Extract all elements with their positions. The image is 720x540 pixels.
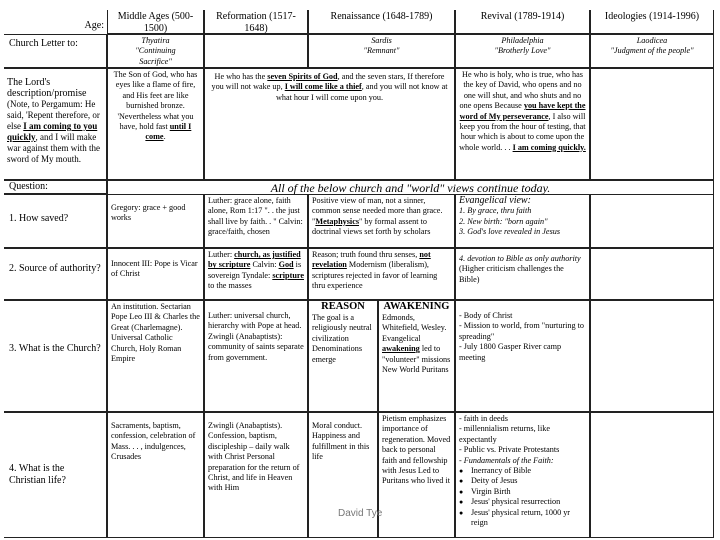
lords-description-revival <box>455 68 590 180</box>
awakening-subheader <box>380 301 453 312</box>
fundamental-inerrancy: ● Inerrancy of Bible <box>459 466 586 476</box>
lords-description-ideologies <box>590 68 714 180</box>
church-reformation <box>204 300 308 412</box>
header-middle-ages <box>107 10 204 34</box>
philadelphia-name: Philadelphia <box>501 36 544 45</box>
christian-life-ideologies <box>590 412 714 538</box>
authority-middle-ages-text: Innocent III: Pope is Vicar of Christ <box>111 259 198 279</box>
authority-god: God <box>278 260 294 270</box>
church-letter-laodicea <box>590 34 714 68</box>
awakening-subheader-text: AWAKENING <box>383 301 450 312</box>
authority-not-revelation: not revelation <box>312 250 431 270</box>
christian-life-middle-ages <box>107 412 204 538</box>
lords-description-note: (Note, to Pergamum: He said, <box>7 99 96 120</box>
laodicea-meaning: "Judgment of the people" <box>610 46 694 56</box>
church-letter-label: Church Letter to: <box>9 38 78 49</box>
evangelical-view-title: Evangelical view: <box>459 195 531 206</box>
church-label-cell <box>4 300 107 412</box>
lords-description-label: The Lord's description/promise <box>7 77 87 99</box>
evangelical-point-1: 1. By grace, thru faith <box>459 206 532 216</box>
authority-scripture: scripture <box>272 270 304 280</box>
header-revival-text: Revival (1789-1914) <box>480 11 565 22</box>
authority-higher-criticism: (Higher criticism challenges the Bible) <box>459 264 564 284</box>
question-label: Question: <box>9 181 48 192</box>
church-reformation-text: Luther: universal church, hierarchy with Pope at head. Zwingli (Anabaptists): community of saints separate from government. <box>208 311 304 362</box>
header-ideologies-text: Ideologies (1914-1996) <box>604 11 700 22</box>
church-letter-thyatira <box>107 34 204 68</box>
fundamental-deity: ● Deity of Jesus <box>459 476 586 486</box>
laodicea-name: Laodicea <box>636 36 668 45</box>
lords-description-coming-quickly: I am coming to you quickly <box>7 121 98 142</box>
philadelphia-meaning: "Brotherly Love" <box>494 46 551 56</box>
saved-reformation <box>204 194 308 248</box>
author-watermark <box>338 508 382 519</box>
saved-middle-ages-text: Gregory: grace + good works <box>111 203 186 223</box>
renaissance-description: He who has the <box>214 72 266 81</box>
church-reason-text: The goal is a religiously neutral civilization Denominations emerge <box>312 313 372 364</box>
saved-metaphysics: Metaphysics <box>315 216 360 226</box>
saved-renaissance-text: Positive view of man, not a sinner, common sense needed more than grace. " <box>312 196 443 226</box>
church-letter-sardis <box>308 34 455 68</box>
authority-revival <box>455 248 590 300</box>
saved-renaissance-end: " by formal assent to doctrinal views set forth by scholars <box>312 216 431 237</box>
saved-reformation-text: Luther: grace alone, faith alone, Rom 1:17 ". . the just shall live by faith. . " Calvin: grace/faith, chosen <box>208 196 303 237</box>
authority-church-by-scripture: church, as justified by scripture <box>208 250 301 270</box>
header-renaissance <box>308 10 455 34</box>
life-millennialism: - millennialism returns, like expectantly <box>459 424 550 444</box>
christian-life-reformation <box>204 412 308 538</box>
authority-modernism-text: Modernism (liberalism), scriptures rejected in favor of learning thru experience <box>312 260 438 291</box>
header-ideologies <box>590 10 714 34</box>
age-label-cell <box>4 10 107 34</box>
header-reformation <box>204 10 308 34</box>
church-middle-ages <box>107 300 204 412</box>
church-ages-table <box>4 10 714 538</box>
middle-ages-description: The Son of God, who has eyes like a flame of fire, and His feet are like burnished bronze. 'Nevertheless what you have, hold fast <box>113 70 198 132</box>
revival-description: He who is holy, who is true, who has the key of David, who opens and no one will shut, and who shuts and no one opens Because <box>459 70 583 111</box>
sardis-name: Sardis <box>371 36 392 45</box>
church-letter-philadelphia <box>455 34 590 68</box>
saved-label: 1. How saved? <box>9 213 69 224</box>
church-awakening-end: led to "volunteer" missions New World Puritans <box>382 344 451 375</box>
christian-life-reason <box>308 412 378 538</box>
life-faith-in-deeds: - faith in deeds <box>459 414 508 423</box>
reason-subheader <box>310 301 376 312</box>
reason-subheader-text: REASON <box>321 301 365 312</box>
thyatira-name: Thyatira <box>141 36 170 45</box>
authority-reformation <box>204 248 308 300</box>
lords-description-renaissance <box>204 68 455 180</box>
lords-description-middle-ages <box>107 68 204 180</box>
church-middle-ages-text: An institution. Sectarian Pope Leo III & Charles the Great (Charlemagne). Universal Catholic Church, Holy Roman Empire <box>111 302 200 364</box>
header-renaissance-text: Renaissance (1648-1789) <box>330 11 433 22</box>
revival-description-mid: , I also will keep you from the hour of testing, that hour which is about to come upon the whole world. . . <box>459 111 586 152</box>
authority-middle-ages <box>107 248 204 300</box>
continuity-banner-text: All of the below church and "world" views continue today. <box>270 181 551 195</box>
christian-life-reason-text: Moral conduct. Happiness and fulfillment in this life <box>312 421 370 462</box>
saved-ideologies <box>590 194 714 248</box>
church-letter-reformation <box>204 34 308 68</box>
christian-life-label: 4. What is the Christian life? <box>9 463 66 486</box>
life-fundamentals: - Fundamentals of the Faith: <box>459 455 554 465</box>
saved-label-cell <box>4 194 107 248</box>
church-awakening-word: awakening <box>382 344 420 354</box>
life-public-private: - Public vs. Private Protestants <box>459 445 560 455</box>
middle-ages-description-end: . <box>163 132 166 142</box>
fundamental-virgin-birth: ● Virgin Birth <box>459 487 586 497</box>
church-ideologies <box>590 300 714 412</box>
church-letter-label-cell <box>4 34 107 68</box>
authority-label: 2. Source of authority? <box>9 263 101 274</box>
saved-revival <box>455 194 590 248</box>
christian-life-reformation-text: Zwingli (Anabaptists). Confession, baptism, discipleship – daily walk with Christ Personal preparation for the return of Christ, and life in Heaven with Him <box>208 421 300 493</box>
renaissance-description-end: , and you will not know at what hour I will come upon you. <box>275 82 448 102</box>
authority-bible-only: 4. devotion to Bible as only authority <box>459 254 581 263</box>
renaissance-description-mid: , and the seven stars, If therefore you will not wake up, <box>211 72 445 92</box>
header-middle-ages-text: Middle Ages (500-1500) <box>117 11 194 34</box>
christian-life-awakening-text: Pietism emphasizes importance of regeneration. Moved back to personal faith and fellowship with Jesus Led to Puritans who lived it <box>382 414 451 486</box>
church-reason <box>308 300 378 412</box>
authority-ideologies <box>590 248 714 300</box>
saved-renaissance <box>308 194 455 248</box>
church-label: 3. What is the Church? <box>9 343 101 354</box>
lords-description-quote: 'Repent therefore, or else <box>7 110 100 131</box>
authority-calvin: Calvin: <box>252 260 277 270</box>
church-mission-to-world: - Mission to world, from "nurturing to spreading" <box>459 321 585 341</box>
authority-renaissance <box>308 248 455 300</box>
christian-life-label-cell <box>4 412 107 538</box>
authority-to-the-masses: to the masses <box>208 281 252 291</box>
author-watermark-text: David Tye <box>338 508 383 519</box>
renaissance-like-a-thief: I will come like a thief <box>284 82 362 92</box>
sardis-meaning: "Remnant" <box>363 46 400 56</box>
lords-description-end: , and I will make war against them with the sword of My mouth. <box>7 132 100 164</box>
christian-life-middle-ages-text: Sacraments, baptism, confession, celebration of Mass. . . , indulgences, Crusades <box>111 421 196 462</box>
authority-reason-text: Reason; truth found thru senses, <box>312 250 418 259</box>
thyatira-meaning-2: Sacrifice" <box>139 56 172 66</box>
saved-middle-ages <box>107 194 204 248</box>
evangelical-point-2: 2. New birth: "born again" <box>459 216 548 226</box>
thyatira-meaning-1: "Continuing <box>135 46 176 56</box>
header-reformation-text: Reformation (1517-1648) <box>216 11 296 34</box>
middle-ages-until-i-come: until I come <box>145 122 192 142</box>
age-label: Age: <box>84 20 104 31</box>
church-awakening-text: Edmonds, Whitefield, Wesley. Evangelical <box>382 313 447 343</box>
authority-sovereign-tyndale: is sovereign Tyndale: <box>208 260 302 280</box>
evangelical-point-3: 3. God's love revealed in Jesus <box>459 227 561 237</box>
fundamental-resurrection: ● Jesus' physical resurrection <box>459 497 586 507</box>
christian-life-revival <box>455 412 590 538</box>
church-gasper-river: - July 1800 Gasper River camp meeting <box>459 342 562 362</box>
church-awakening <box>378 300 455 412</box>
question-label-cell <box>4 180 107 194</box>
authority-label-cell <box>4 248 107 300</box>
header-revival <box>455 10 590 34</box>
church-body-of-christ: - Body of Christ <box>459 311 513 320</box>
revival-coming-quickly: I am coming quickly. <box>512 142 586 152</box>
renaissance-seven-spirits: seven Spirits of God <box>267 72 338 81</box>
continuity-banner <box>107 180 714 194</box>
authority-luther: Luther: <box>208 250 233 259</box>
fundamental-return: ● Jesus' physical return, 1000 yr reign <box>459 508 586 529</box>
lords-description-label-cell <box>4 68 107 180</box>
christian-life-awakening <box>378 412 455 538</box>
church-revival <box>455 300 590 412</box>
revival-word-of-perseverance: you have kept the word of My perseverance <box>459 101 586 121</box>
